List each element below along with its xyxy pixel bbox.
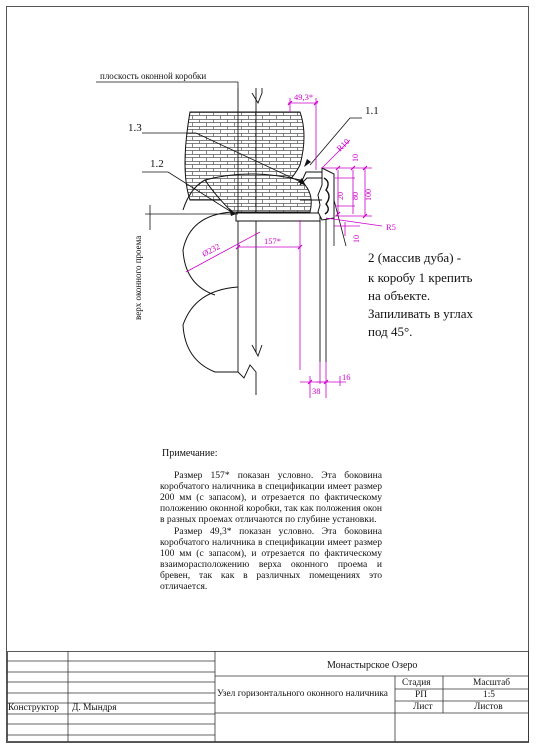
part-note-line: на объекте.: [368, 288, 431, 303]
note-paragraph-1: Размер 157* показан условно. Эта боковина коробчатого наличника в спецификации имеет размер 200 мм (с запасом), и отрезается по фактическому положению оконной коробки, так как положения окон в разных проемах отличаются по глубине установки.: [160, 470, 382, 526]
sheets-label: Листов: [474, 702, 503, 712]
callout-1-1: 1.1: [365, 105, 379, 117]
lower-log-outline: [183, 287, 238, 372]
window-opening-top-label: верх оконного проема: [133, 235, 143, 320]
dim-diameter-232: Ø232: [200, 241, 222, 259]
dim-49-3: 49,3*: [294, 92, 314, 102]
designer-name: Д. Мындря: [72, 703, 117, 713]
part-2-note: [368, 250, 474, 339]
dim-r10: R10: [334, 136, 352, 154]
dim-10-bottom: 10: [352, 235, 361, 243]
dim-16: 16: [342, 372, 351, 382]
dim-r5: R5: [386, 222, 396, 232]
dim-157: 157*: [264, 236, 281, 246]
notes-section: [160, 448, 382, 592]
part-note-line: под 45°.: [368, 324, 413, 339]
part-note-line: Запиливать в углах: [368, 306, 474, 321]
dim-80: 80: [351, 192, 360, 200]
window-frame-plane-label: плоскость оконной коробки: [100, 71, 207, 81]
callout-1-3: 1.3: [128, 122, 142, 134]
stage-header: Стадия: [402, 678, 431, 688]
scale-value: 1:5: [483, 690, 495, 700]
title-block: [7, 651, 529, 742]
stage-value: РП: [415, 690, 427, 700]
notes-title: Примечание:: [162, 448, 218, 459]
dim-100: 100: [364, 189, 373, 201]
note-paragraph-2: Размер 49,3* показан условно. Эта боковина коробчатого наличника в спецификации имеет размер 100 мм (с запасом), и отрезается по фактическому взаиморасположению верха оконного проема и бревен, так как в различных помещениях это отличается.: [160, 525, 382, 593]
project-name: Монастырское Озеро: [327, 660, 418, 671]
dim-20: 20: [336, 192, 345, 200]
scale-header: Масштаб: [473, 678, 511, 688]
callout-1-2: 1.2: [150, 158, 164, 170]
part-note-line: к коробу 1 крепить: [368, 270, 473, 285]
dim-10-top: 10: [351, 154, 360, 162]
dim-38: 38: [312, 386, 321, 396]
drawing-title: Узел горизонтального оконного наличника: [217, 689, 388, 699]
sheet-label: Лист: [413, 702, 433, 712]
designer-role: Конструктор: [8, 703, 59, 713]
part-note-line: 2 (массив дуба) -: [368, 250, 462, 265]
